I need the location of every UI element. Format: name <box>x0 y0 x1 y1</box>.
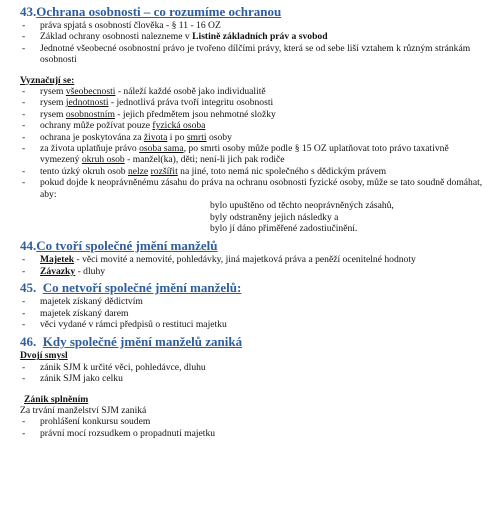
section-46-heading <box>20 334 487 350</box>
section-44-list <box>20 254 487 277</box>
aby-line: bylo jí dáno přiměřené zadostiučinění. <box>210 222 358 234</box>
list-item: - majetek získaný darem <box>20 308 487 319</box>
list-item-text: Základ ochrany osobnosti nalezneme v <box>40 31 193 43</box>
list-item: - rysem osobnostním - jejich předmětem jsou nehmotné složky <box>20 109 487 120</box>
list-item: - rysem všeobecnosti - náleží každé osobě jako individualitě <box>20 86 487 97</box>
aby-line: bylo upuštěno od těchto neoprávněných zásahů, <box>210 200 394 212</box>
section-46-number: 46. <box>20 334 37 350</box>
dvoji-list <box>20 362 487 385</box>
section-44-number: 44. <box>20 238 37 254</box>
list-item: - pokud dojde k neoprávněnému zásahu do práva na ochranu osobnosti fyzické osoby, může se tato soudně domáhat, aby: <box>20 177 487 200</box>
list-item: - zánik SJM k určité věci, pohledávce, dluhu <box>20 362 487 373</box>
list-item: - ochrany může požívat pouze fyzická osoba <box>20 120 487 131</box>
vyznacuji-label: Vyznačují se: <box>20 74 75 86</box>
list-item: - Jednotné všeobecné osobnostní právo je tvořeno dílčími právy, která se od sebe liší vztahem k různým stránkám osobnosti <box>20 43 487 66</box>
list-item: - zánik SJM jako celku <box>20 373 487 384</box>
za-trvani-text: Za trvání manželství SJM zaniká <box>20 404 147 416</box>
section-43-title: Ochrana osobnosti – co rozumíme ochranou <box>36 4 282 19</box>
list-item: - práva spjatá s osobností člověka - § 11 - 16 OZ <box>20 20 487 31</box>
list-item: - Závazky - dluhy <box>20 266 487 277</box>
aby-line: byly odstraněny jejich následky a <box>210 211 339 223</box>
list-item: - Majetek - věci movité a nemovité, pohledávky, jiná majetková práva a peněží ocenitelné hodnoty <box>20 254 487 265</box>
list-item: - tento úzký okruh osob nelze rozšířit na jiné, toto nemá nic společného s dědickým právem <box>20 166 487 177</box>
list-item <box>20 31 487 42</box>
zanik-list <box>20 416 487 439</box>
dvoji-smysl-label: Dvojí smysl <box>20 350 68 362</box>
list-item: - věci vydané v rámci předpisů o restituci majetku <box>20 319 487 330</box>
zanik-splnenim-label: Zánik splněním <box>24 393 89 405</box>
list-item: - majetek získaný dědictvím <box>20 296 487 307</box>
list-item-bold: Listině základních práv a svobod <box>192 31 328 43</box>
section-45-title: Co netvoří společné jmění manželů: <box>42 280 242 296</box>
list-item: - rysem jednotnosti - jednotlivá práva tvoří integritu osobnosti <box>20 97 487 108</box>
section-43-heading <box>20 4 487 20</box>
section-43-list <box>20 20 487 66</box>
vyznacuji-list <box>20 86 487 200</box>
section-46-title: Kdy společné jmění manželů zaniká <box>42 334 243 350</box>
section-45-list <box>20 296 487 330</box>
list-item: - za života uplatňuje právo osoba sama, po smrti osoby může podle § 15 OZ uplatňovat toto právo taxativně vymezený okruh osob - manžel(ka), děti; není-li jich pak rodiče <box>20 143 487 166</box>
section-45-number: 45. <box>20 280 37 296</box>
list-item: - ochrana je poskytována za života i po smrti osoby <box>20 132 487 143</box>
list-item: - právní mocí rozsudkem o propadnutí majetku <box>20 428 487 439</box>
section-44-title: Co tvoří společné jmění manželů <box>36 238 218 254</box>
section-45-heading <box>20 280 487 296</box>
section-44-heading <box>20 238 487 254</box>
list-item: - prohlášení konkursu soudem <box>20 416 487 427</box>
section-43-number: 43. <box>20 4 37 19</box>
